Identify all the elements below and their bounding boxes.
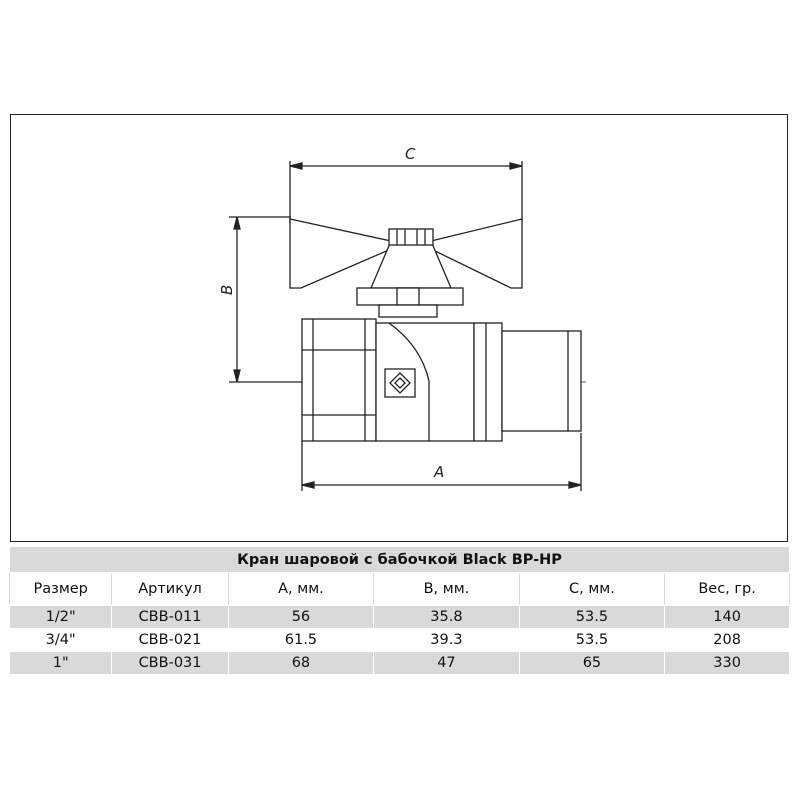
cell-a: 56 — [228, 606, 374, 629]
cell-weight: 208 — [665, 629, 790, 652]
dimension-label-b: B — [218, 284, 236, 295]
cell-weight: 330 — [665, 652, 790, 675]
table-title: Кран шаровой с бабочкой Black BP-HP — [10, 547, 790, 573]
cell-b: 47 — [374, 652, 520, 675]
cell-b: 39.3 — [374, 629, 520, 652]
table-row — [10, 652, 790, 675]
column-header-size: Размер — [10, 573, 112, 606]
technical-drawing-frame — [10, 114, 788, 542]
column-header-article: Артикул — [112, 573, 228, 606]
cell-b: 35.8 — [374, 606, 520, 629]
column-header-c: С, мм. — [519, 573, 665, 606]
cell-weight: 140 — [665, 606, 790, 629]
butterfly-handle — [290, 219, 522, 317]
dimension-c — [290, 161, 522, 223]
cell-c: 53.5 — [519, 606, 665, 629]
valve-body — [302, 319, 581, 441]
table-row — [10, 606, 790, 629]
cell-article: CBB-021 — [112, 629, 228, 652]
cell-article: CBB-011 — [112, 606, 228, 629]
specification-table — [9, 546, 790, 675]
column-header-b: В, мм. — [374, 573, 520, 606]
cell-a: 68 — [228, 652, 374, 675]
cell-size: 1" — [10, 652, 112, 675]
dimension-label-a: A — [434, 463, 445, 481]
dimension-a — [302, 433, 581, 491]
table-row — [10, 629, 790, 652]
ball-valve-drawing — [11, 115, 789, 543]
cell-article: CBB-031 — [112, 652, 228, 675]
dimension-label-c: C — [405, 145, 416, 163]
cell-a: 61.5 — [228, 629, 374, 652]
column-header-a: А, мм. — [228, 573, 374, 606]
column-header-weight: Вес, гр. — [665, 573, 790, 606]
cell-c: 65 — [519, 652, 665, 675]
cell-c: 53.5 — [519, 629, 665, 652]
cell-size: 1/2" — [10, 606, 112, 629]
cell-size: 3/4" — [10, 629, 112, 652]
